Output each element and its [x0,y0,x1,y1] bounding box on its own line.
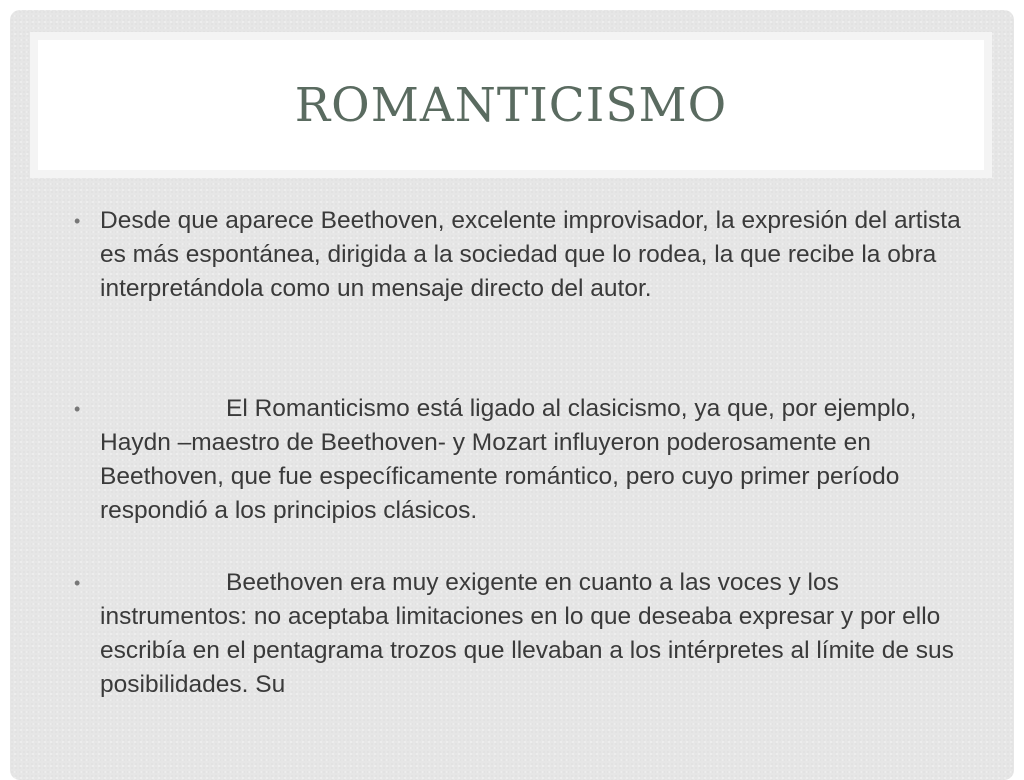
bullet-icon: • [74,399,81,419]
slide [10,10,1014,780]
bullet-item-2 [68,392,968,528]
bullet-list [68,204,968,702]
bullet-text-3: Beethoven era muy exigente en cuanto a las voces y los instrumentos: no aceptaba limitaciones en lo que deseaba expresar y por ello escribía en el pentagrama trozos que llevaban a los intérpretes al límite de sus posibilidades. Su [100,569,954,698]
bullet-text-1: Desde que aparece Beethoven, excelente improvisador, la expresión del artista es más espontánea, dirigida a la sociedad que lo rodea, la que recibe la obra interpretándola como un mensaje directo del autor. [100,207,961,302]
bullet-item-3 [68,566,968,702]
title-frame [30,32,992,178]
bullet-icon: • [74,211,81,231]
title-box [38,40,984,170]
bullet-text-2: El Romanticismo está ligado al clasicismo, ya que, por ejemplo, Haydn –maestro de Beethoven- y Mozart influyeron poderosamente en Beethoven, que fue específicamente romántico, pero cuyo primer período respondió a los principios clásicos. [100,395,917,524]
bullet-item-1 [68,204,968,306]
bullet-icon: • [74,573,81,593]
slide-title: ROMANTICISMO [294,77,728,133]
